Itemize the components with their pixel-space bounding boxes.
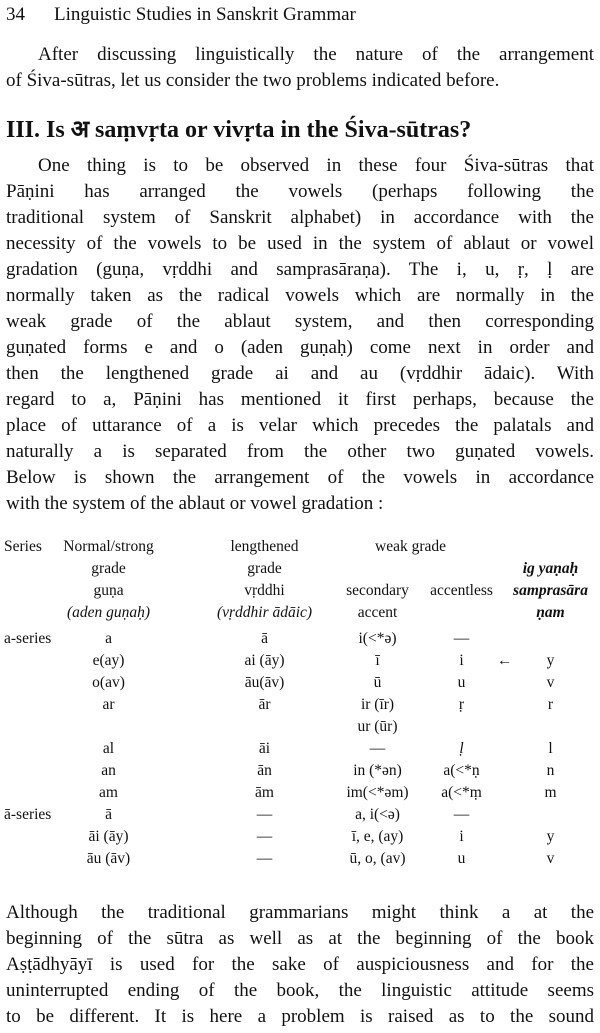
running-header: [6, 4, 596, 30]
cell-normal: [102, 696, 115, 714]
table-header-row: [0, 538, 600, 560]
header-samprasarana: [536, 604, 565, 622]
cell-lengthened: [244, 652, 285, 670]
header-normal: [66, 604, 151, 622]
table-body: [0, 630, 600, 872]
cell-text: im(<*əm): [346, 784, 409, 801]
header-samprasarana: [513, 582, 588, 600]
cell-lengthened: [257, 762, 272, 780]
table-row: [0, 740, 600, 762]
cell-secondary: [358, 630, 397, 648]
cell-text: ar: [102, 696, 115, 713]
cell-lengthened: [256, 806, 273, 824]
cell-samprasarana: [550, 740, 551, 758]
text-line: necessity of the vowels to be used in the system of ablaut or vowel: [6, 233, 594, 254]
table-row: [0, 652, 600, 674]
cell-normal: [99, 784, 118, 802]
header-secondary: [357, 604, 398, 622]
cell-text: m: [544, 784, 557, 801]
cell-text: —: [256, 828, 273, 845]
text-line: regard to a, Pāṇini has mentioned it first perhaps, because the: [6, 389, 594, 410]
cell-samprasarana: [547, 696, 554, 714]
cell-lengthened: [256, 850, 273, 868]
header-text: secondary: [346, 582, 409, 599]
cell-samprasarana: [546, 674, 555, 692]
cell-text: ū, o, (av): [349, 850, 406, 867]
table-row: [0, 696, 600, 718]
cell-text: ur (ūr): [357, 718, 398, 735]
text-line: place of uttarance of a is velar which precedes the palatals and: [6, 415, 594, 436]
header-text: grade: [247, 560, 282, 577]
cell-text: ī, e, (ay): [351, 828, 404, 845]
cell-text: i(<*ə): [358, 630, 397, 647]
cell-text: —: [256, 806, 273, 823]
text-line: then the lengthened grade ai and au (vṛddhir ādaic). With: [6, 363, 594, 384]
table-row: [0, 674, 600, 696]
cell-text: v: [546, 674, 555, 691]
cell-normal: [86, 850, 131, 868]
cell-text: r: [547, 696, 554, 713]
cell-text: a(<*ṃ: [441, 784, 482, 801]
table-header-row: [0, 604, 600, 626]
table-row: [0, 850, 600, 872]
cell-accentless: [441, 784, 482, 802]
header-samprasarana: [522, 560, 579, 578]
header-normal: [63, 538, 154, 556]
header-text: guṇa: [93, 582, 124, 599]
cell-text: u: [457, 674, 466, 691]
cell-text: o(av): [92, 674, 125, 691]
closing-paragraph: [6, 900, 594, 1030]
text-line: Although the traditional grammarians might think a at the: [6, 902, 594, 923]
cell-secondary: [377, 652, 378, 670]
header-text: vṛddhi: [244, 582, 285, 599]
cell-text: y: [546, 828, 555, 845]
header-text: (vṛddhir ādāic): [216, 604, 313, 621]
cell-text: n: [546, 762, 555, 779]
table-row: [0, 762, 600, 784]
cell-text: a, i(<ə): [355, 806, 400, 823]
cell-accentless: [457, 674, 466, 692]
cell-normal: [92, 652, 125, 670]
cell-accentless: [457, 850, 466, 868]
header-text: ṇam: [536, 604, 565, 621]
header-text: (aden guṇaḥ): [66, 604, 151, 621]
header-text: ig yaṇaḥ: [522, 560, 579, 577]
header-lengthened: [216, 604, 313, 622]
table-header-row: [0, 582, 600, 604]
header-text: samprasāra: [513, 582, 588, 599]
cell-lengthened: [255, 784, 274, 802]
text-line: normally taken as the radical vowels which are normally in the: [6, 285, 594, 306]
vowel-gradation-table: [0, 538, 600, 872]
cell-text: i: [459, 828, 464, 845]
cell-normal: [101, 762, 116, 780]
cell-accentless: [443, 762, 480, 780]
cell-accentless: [461, 828, 462, 846]
header-lengthened: [247, 560, 282, 578]
cell-lengthened: [258, 740, 271, 758]
book-title: Linguistic Studies in Sanskrit Grammar: [54, 4, 356, 25]
cell-text: ām: [255, 784, 274, 801]
cell-text: y: [546, 652, 555, 669]
header-lengthened: [244, 582, 285, 600]
cell-text: al: [102, 740, 115, 757]
cell-secondary: [369, 740, 386, 758]
cell-lengthened: [261, 630, 268, 648]
arrow-left-icon: ←: [497, 652, 513, 669]
text-line: uninterrupted ending of the book, the linguistic attitude seems: [6, 980, 594, 1001]
cell-text: ār: [258, 696, 271, 713]
cell-secondary: [349, 850, 406, 868]
main-paragraph: [6, 153, 594, 517]
cell-text: —: [453, 806, 470, 823]
cell-text: an: [101, 762, 116, 779]
cell-text: ai (āy): [244, 652, 285, 669]
header-text: accentless: [430, 582, 493, 599]
table-header-row: [0, 560, 600, 582]
text-line: naturally a is separated from the other two guṇated vowels.: [6, 441, 594, 462]
header-normal: [93, 582, 124, 600]
intro-paragraph: [6, 42, 594, 94]
cell-normal: [92, 674, 125, 692]
cell-secondary: [360, 696, 395, 714]
cell-text: u: [457, 850, 466, 867]
cell-text: a(<*ṇ: [443, 762, 480, 779]
cell-secondary: [357, 718, 398, 736]
text-line: of Śiva-sūtras, let us consider the two problems indicated before.: [6, 70, 500, 91]
text-line: Pāṇini has arranged the vowels (perhaps following the: [6, 181, 594, 202]
cell-normal: [88, 828, 129, 846]
cell-secondary: [346, 784, 409, 802]
text-line: with the system of the ablaut or vowel gradation :: [6, 493, 384, 514]
cell-text: ā: [105, 806, 112, 823]
text-line: weak grade of the ablaut system, and then corresponding: [6, 311, 594, 332]
cell-text: āu(āv): [244, 674, 285, 691]
text-line: Aṣṭādhyāyī is used for the sake of auspiciousness and for the: [6, 954, 594, 975]
cell-text: ir (īr): [360, 696, 395, 713]
cell-accentless: [458, 696, 465, 714]
table-row: [0, 718, 600, 740]
cell-text: ṛ: [458, 696, 465, 713]
cell-secondary: [355, 806, 400, 824]
cell-text: —: [369, 740, 386, 757]
header-weak-grade: weak grade: [375, 538, 446, 555]
header-accentless: [430, 582, 493, 600]
text-line: traditional system of Sanskrit alphabet) in accordance with the: [6, 207, 594, 228]
cell-accentless: [453, 630, 470, 648]
section-heading: III. Is अ saṃvṛta or vivṛta in the Śiva-sūtras?: [6, 117, 472, 143]
cell-text: āi: [258, 740, 271, 757]
cell-normal: [105, 630, 112, 648]
cell-text: am: [99, 784, 118, 801]
header-text: accent: [357, 604, 398, 621]
text-line: to be different. It is here a problem is raised as to the sound: [6, 1006, 594, 1027]
cell-text: ū: [373, 674, 382, 691]
cell-samprasarana: [546, 652, 555, 670]
text-line: guṇated forms e and o (aden guṇaḥ) come next in order and: [6, 337, 594, 358]
cell-accentless: [453, 806, 470, 824]
cell-secondary: [351, 828, 404, 846]
cell-accentless: [461, 652, 462, 670]
header-normal: [91, 560, 126, 578]
cell-samprasarana: [544, 784, 557, 802]
cell-text: e(ay): [92, 652, 125, 669]
header-lengthened: [230, 538, 299, 556]
text-line: gradation (guṇa, vṛddhi and samprasāraṇa). The i, u, ṛ, ḷ are: [6, 259, 594, 280]
cell-lengthened: [256, 828, 273, 846]
cell-text: v: [546, 850, 555, 867]
cell-text: l: [548, 740, 553, 757]
cell-samprasarana: [546, 828, 555, 846]
header-text: Normal/strong: [63, 538, 154, 555]
header-text: grade: [91, 560, 126, 577]
page-number: 34: [6, 4, 25, 25]
header-secondary: [346, 582, 409, 600]
cell-lengthened: [258, 696, 271, 714]
cell-text: —: [256, 850, 273, 867]
cell-text: —: [453, 630, 470, 647]
table-row: [0, 828, 600, 850]
table-row: [0, 784, 600, 806]
cell-secondary: [353, 762, 402, 780]
cell-secondary: [373, 674, 382, 692]
cell-lengthened: [244, 674, 285, 692]
cell-accentless: [461, 740, 462, 758]
header-text: lengthened: [230, 538, 299, 555]
cell-normal: [105, 806, 112, 824]
table-row: [0, 806, 600, 828]
cell-text: āi (āy): [88, 828, 129, 845]
cell-samprasarana: [546, 762, 555, 780]
cell-text: ān: [257, 762, 272, 779]
cell-samprasarana: [546, 850, 555, 868]
text-line: After discussing linguistically the nature of the arrangement: [38, 44, 594, 65]
table-row: [0, 630, 600, 652]
cell-text: āu (āv): [86, 850, 131, 867]
cell-text: i: [459, 652, 464, 669]
header-series: Series: [4, 538, 42, 555]
cell-normal: [102, 740, 115, 758]
cell-text: a: [105, 630, 112, 647]
cell-text: ī: [375, 652, 380, 669]
cell-text: ā: [261, 630, 268, 647]
text-line: Below is shown the arrangement of the vowels in accordance: [6, 467, 594, 488]
text-line: One thing is to be observed in these four Śiva-sūtras that: [38, 155, 594, 176]
text-line: beginning of the sūtra as well as at the beginning of the book: [6, 928, 594, 949]
cell-series: a-series: [4, 630, 52, 647]
cell-text: in (*ən): [353, 762, 402, 779]
cell-series: ā-series: [4, 806, 52, 823]
cell-text: ḷ: [459, 740, 464, 757]
